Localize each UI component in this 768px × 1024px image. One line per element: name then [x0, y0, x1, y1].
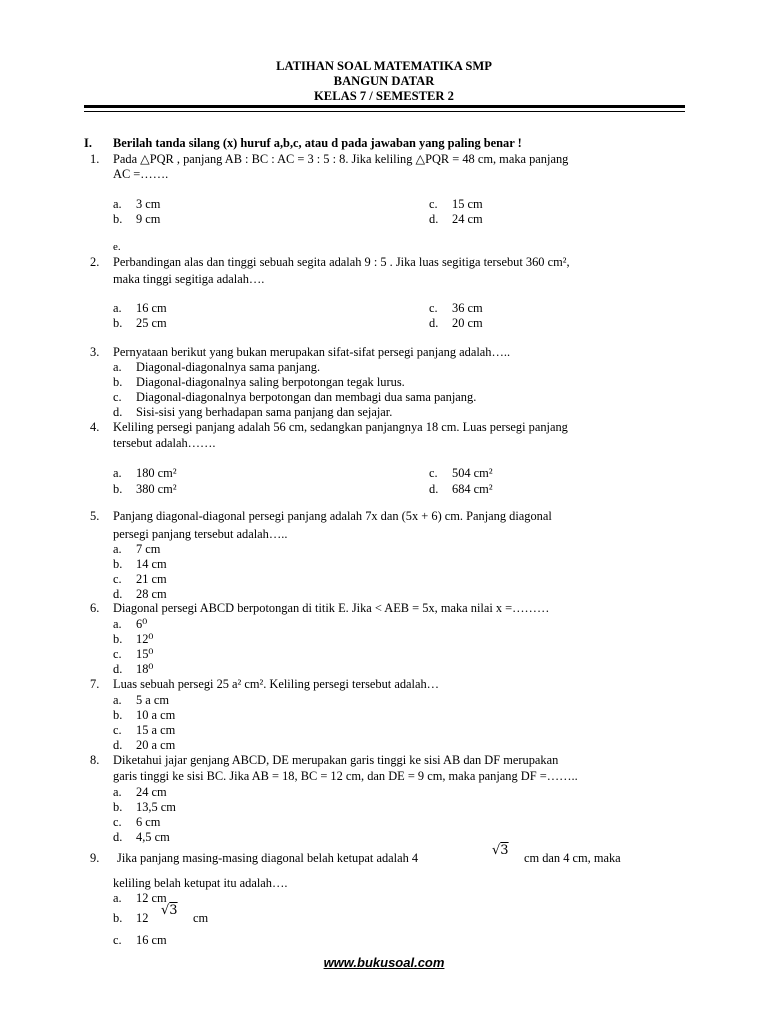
- option-b: 12⁰: [136, 632, 154, 646]
- option-letter: d.: [113, 662, 123, 676]
- option-c: 15⁰: [136, 647, 154, 661]
- option-d: 4,5 cm: [136, 830, 170, 844]
- option-c: 6 cm: [136, 815, 161, 829]
- option-letter: c.: [113, 933, 122, 947]
- question-text: Perbandingan alas dan tinggi sebuah segita adalah 9 : 5 . Jika luas segitiga tersebut 360 cm²,: [113, 255, 570, 269]
- question-text: cm dan 4 cm, maka: [524, 851, 621, 865]
- option-d: 20 cm: [452, 316, 483, 330]
- option-b: 9 cm: [136, 212, 161, 226]
- sqrt-radicand: 3: [500, 843, 509, 858]
- option-b: Diagonal-diagonalnya saling berpotongan tegak lurus.: [136, 375, 405, 389]
- option-letter: d.: [113, 830, 123, 844]
- option-c: 15 a cm: [136, 723, 176, 737]
- option-letter: a.: [113, 891, 122, 905]
- option-letter: c.: [113, 723, 122, 737]
- option-letter: a.: [113, 466, 122, 480]
- option-c: 15 cm: [452, 197, 483, 211]
- title-line-2: BANGUN DATAR: [333, 74, 435, 88]
- section-number: I.: [84, 136, 92, 150]
- question-text: Luas sebuah persegi 25 a² cm². Keliling persegi tersebut adalah…: [113, 677, 440, 691]
- option-a: 6⁰: [136, 617, 148, 631]
- option-b: 13,5 cm: [136, 800, 176, 814]
- header-rule-thick: [84, 105, 685, 108]
- option-a: 5 a cm: [136, 693, 170, 707]
- option-c: 36 cm: [452, 301, 483, 315]
- footer-link[interactable]: www.bukusoal.com: [323, 955, 445, 970]
- option-a: 24 cm: [136, 785, 167, 799]
- option-d: 28 cm: [136, 587, 167, 601]
- option-a: 3 cm: [136, 197, 161, 211]
- question-text: Jika panjang masing-masing diagonal belah ketupat adalah 4: [117, 851, 419, 865]
- question-number: 9.: [90, 851, 100, 865]
- question-number: 2.: [90, 255, 100, 269]
- option-letter: b.: [113, 482, 123, 496]
- option-letter: c.: [429, 301, 438, 315]
- question-number: 1.: [90, 152, 100, 166]
- option-d: 684 cm²: [452, 482, 493, 496]
- option-letter: a.: [113, 785, 122, 799]
- option-a: 16 cm: [136, 301, 167, 315]
- option-letter: c.: [113, 815, 122, 829]
- sqrt-radicand: 3: [169, 903, 178, 918]
- option-c: 504 cm²: [452, 466, 493, 480]
- option-letter: b.: [113, 316, 123, 330]
- option-letter: b.: [113, 800, 123, 814]
- question-text: keliling belah ketupat itu adalah….: [113, 876, 288, 890]
- option-a: Diagonal-diagonalnya sama panjang.: [136, 360, 321, 374]
- option-letter: b.: [113, 375, 123, 389]
- sqrt-sign: √: [161, 903, 170, 918]
- option-letter: d.: [429, 212, 439, 226]
- question-number: 8.: [90, 753, 100, 767]
- option-c: Diagonal-diagonalnya berpotongan dan membagi dua sama panjang.: [136, 390, 477, 404]
- option-b: 12: [136, 911, 149, 925]
- option-letter: d.: [429, 482, 439, 496]
- option-letter: c.: [429, 466, 438, 480]
- option-a: 180 cm²: [136, 466, 177, 480]
- question-text: garis tinggi ke sisi BC. Jika AB = 18, BC = 12 cm, dan DE = 9 cm, maka panjang DF =……..: [113, 769, 578, 783]
- question-text: Diketahui jajar genjang ABCD, DE merupakan garis tinggi ke sisi AB dan DF merupakan: [113, 753, 559, 767]
- option-letter: a.: [113, 197, 122, 211]
- option-d: 20 a cm: [136, 738, 176, 752]
- question-text: tersebut adalah…….: [113, 436, 216, 450]
- question-text: AC =…….: [113, 167, 169, 181]
- option-b: 25 cm: [136, 316, 167, 330]
- option-letter: d.: [113, 405, 123, 419]
- option-letter: e.: [113, 241, 121, 253]
- question-text: Pada △PQR , panjang AB : BC : AC = 3 : 5 : 8. Jika keliling △PQR = 48 cm, maka panjang: [113, 152, 569, 166]
- option-d: 24 cm: [452, 212, 483, 226]
- option-d: 18⁰: [136, 662, 154, 676]
- sqrt-symbol: [492, 843, 509, 859]
- question-number: 5.: [90, 509, 100, 523]
- question-number: 7.: [90, 677, 100, 691]
- question-text: maka tinggi segitiga adalah….: [113, 272, 265, 286]
- header-rule-thin: [84, 111, 685, 112]
- option-letter: c.: [113, 390, 122, 404]
- option-letter: d.: [429, 316, 439, 330]
- option-letter: a.: [113, 301, 122, 315]
- question-text: persegi panjang tersebut adalah…..: [113, 527, 288, 541]
- option-letter: a.: [113, 693, 122, 707]
- option-b: 380 cm²: [136, 482, 177, 496]
- option-unit: cm: [193, 911, 209, 925]
- option-letter: c.: [429, 197, 438, 211]
- option-letter: c.: [113, 572, 122, 586]
- option-letter: d.: [113, 738, 123, 752]
- option-a: 7 cm: [136, 542, 161, 556]
- question-text: Diagonal persegi ABCD berpotongan di titik E. Jika < AEB = 5x, maka nilai x =………: [113, 601, 550, 615]
- option-letter: b.: [113, 557, 123, 571]
- option-letter: a.: [113, 360, 122, 374]
- question-text: Pernyataan berikut yang bukan merupakan sifat-sifat persegi panjang adalah…..: [113, 345, 511, 359]
- question-number: 6.: [90, 601, 100, 615]
- option-d: Sisi-sisi yang berhadapan sama panjang dan sejajar.: [136, 405, 393, 419]
- option-letter: b.: [113, 708, 123, 722]
- sqrt-sign: √: [492, 843, 501, 858]
- option-letter: b.: [113, 911, 123, 925]
- question-number: 3.: [90, 345, 100, 359]
- option-letter: a.: [113, 617, 122, 631]
- section-instruction: Berilah tanda silang (x) huruf a,b,c, atau d pada jawaban yang paling benar !: [113, 136, 522, 150]
- option-b: 14 cm: [136, 557, 167, 571]
- option-letter: b.: [113, 212, 123, 226]
- option-letter: b.: [113, 632, 123, 646]
- option-b: 10 a cm: [136, 708, 176, 722]
- option-c: 16 cm: [136, 933, 167, 947]
- option-letter: a.: [113, 542, 122, 556]
- option-a: 12 cm: [136, 891, 167, 905]
- question-text: Panjang diagonal-diagonal persegi panjang adalah 7x dan (5x + 6) cm. Panjang diagonal: [113, 509, 552, 523]
- option-letter: c.: [113, 647, 122, 661]
- option-letter: d.: [113, 587, 123, 601]
- sqrt-symbol: [161, 903, 178, 919]
- option-c: 21 cm: [136, 572, 167, 586]
- title-line-1: LATIHAN SOAL MATEMATIKA SMP: [276, 59, 492, 73]
- question-number: 4.: [90, 420, 100, 434]
- title-line-3: KELAS 7 / SEMESTER 2: [314, 89, 454, 103]
- question-text: Keliling persegi panjang adalah 56 cm, sedangkan panjangnya 18 cm. Luas persegi panjang: [113, 420, 568, 434]
